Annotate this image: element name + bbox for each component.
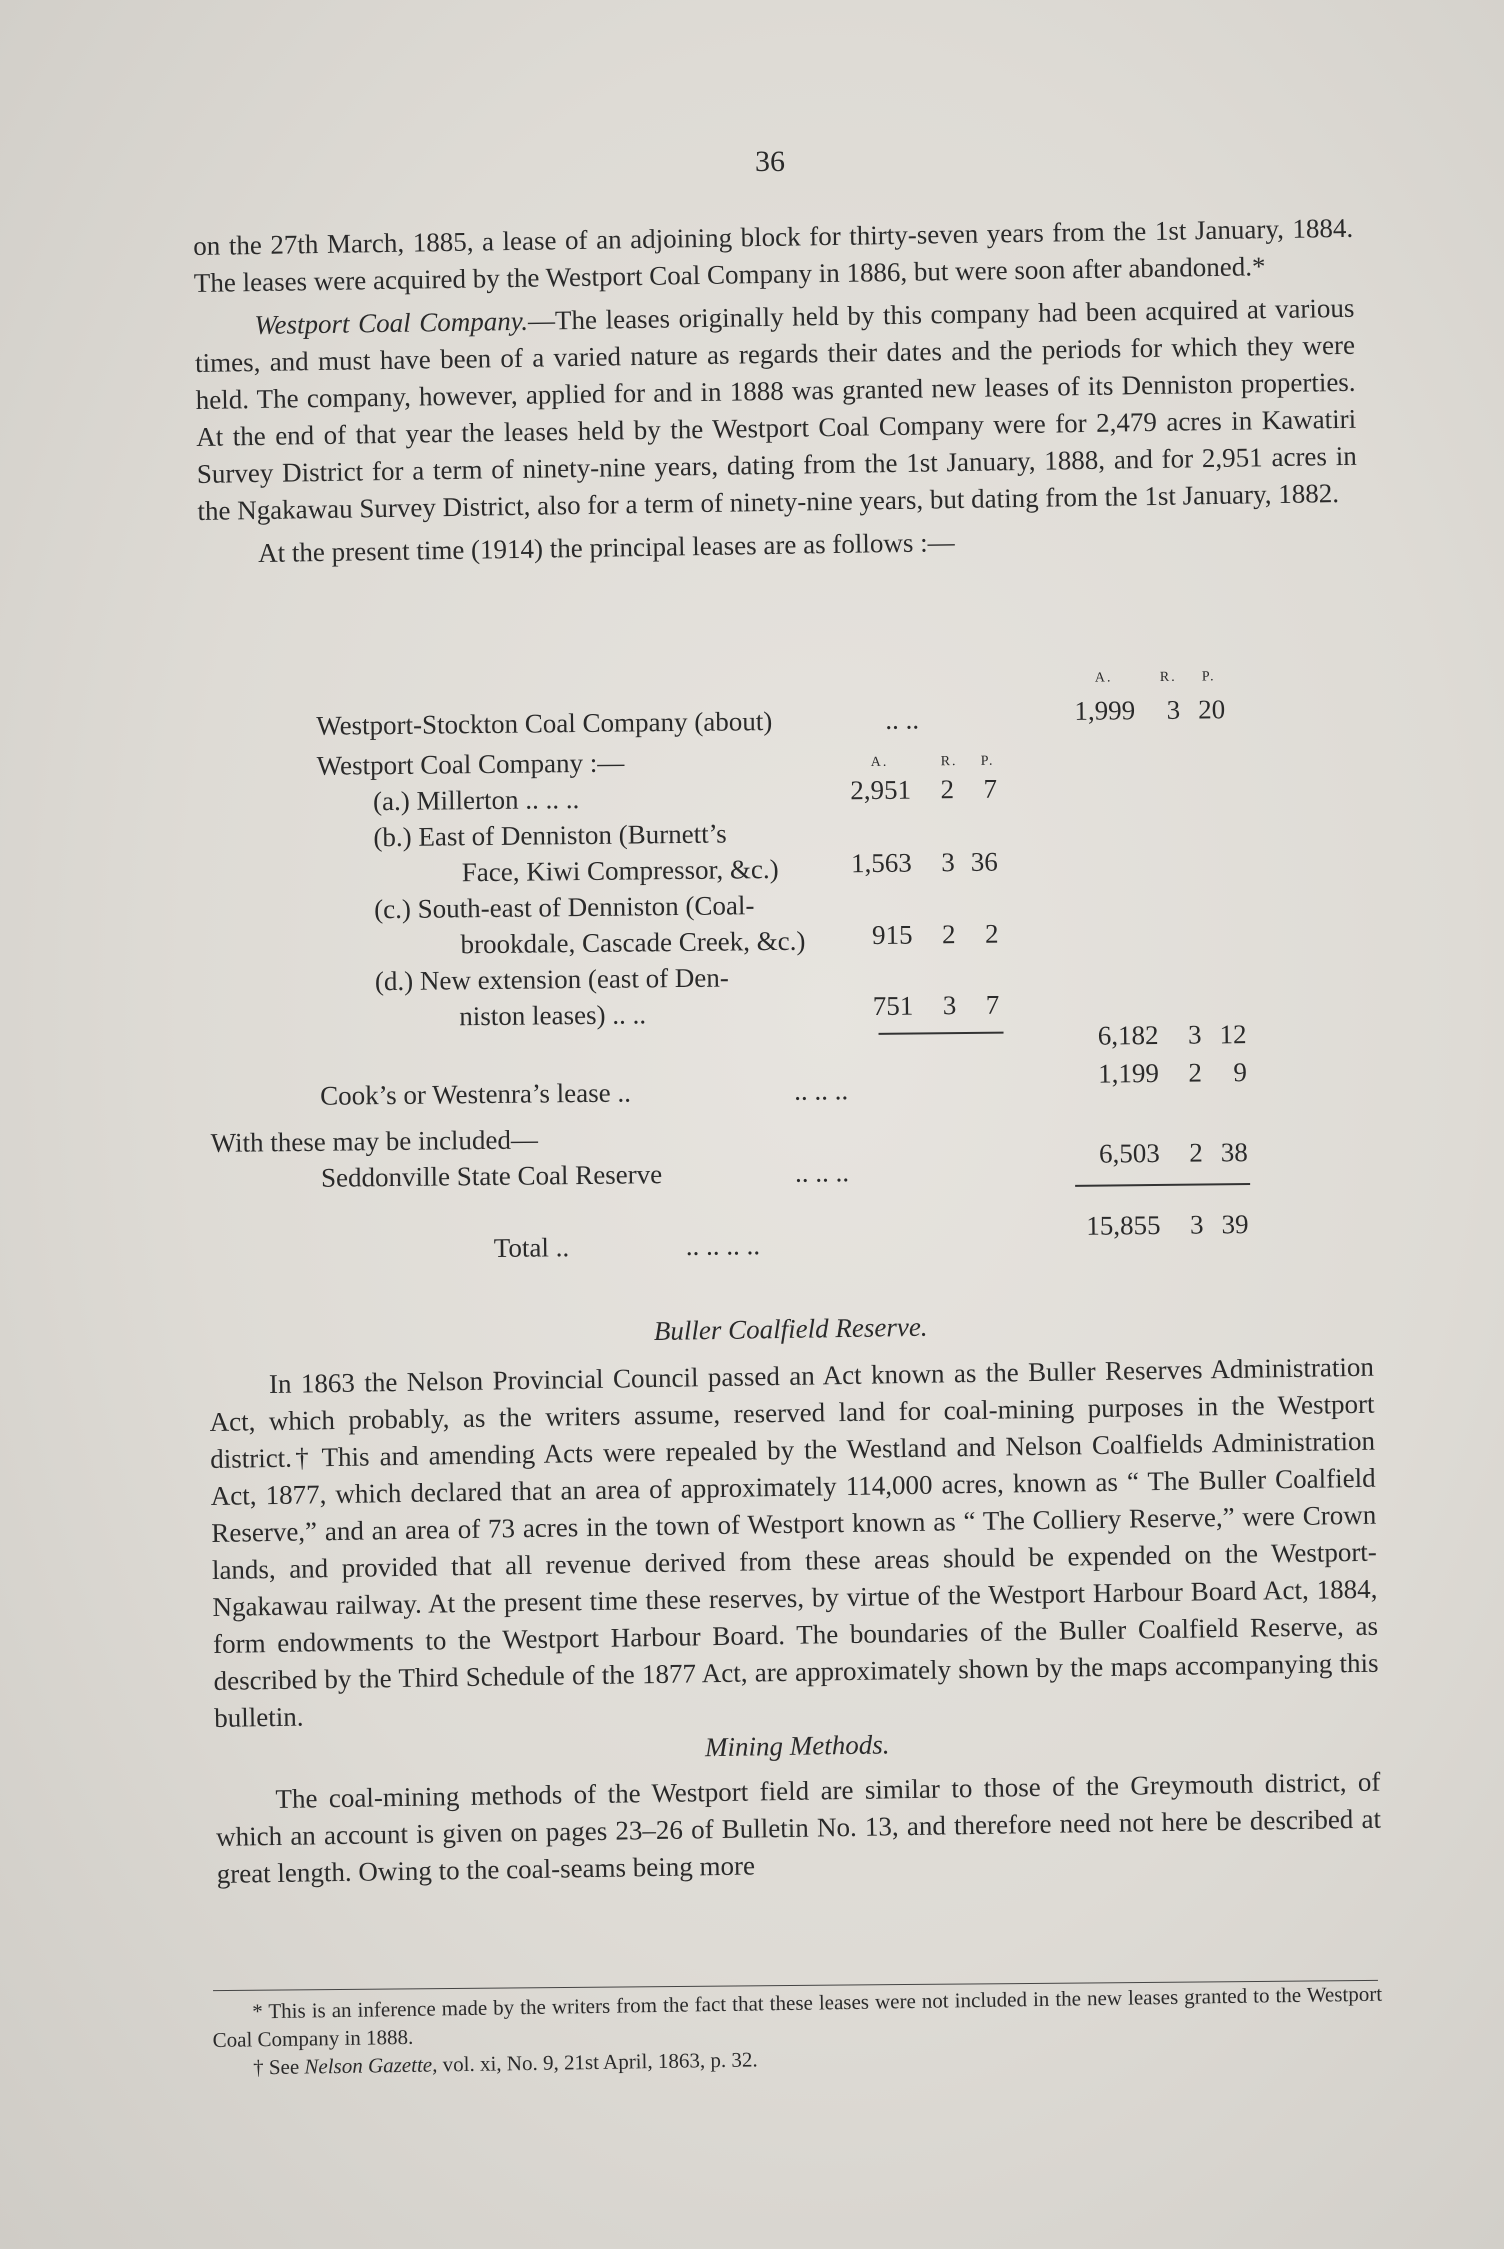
se-perches: 2 <box>984 918 999 949</box>
subtotal-acres: 6,182 <box>1097 1019 1159 1051</box>
body-text <box>208 1302 1382 1893</box>
seddon-dots: .. .. .. <box>794 1157 850 1188</box>
total-dots: .. .. .. .. <box>685 1230 761 1261</box>
millerton-roods: 2 <box>940 774 955 805</box>
total-roods: 3 <box>1189 1209 1204 1240</box>
total-acres: 15,855 <box>1086 1209 1161 1241</box>
paragraph-4: In 1863 the Nelson Provincial Council passed an Act known as the Buller Reserves Administration Act, which probably, as the writers assume, reserved land for coal-mining purposes in the Westport district.† This and amending Acts were repealed by the Westland and Nelson Coalfields Administration Act, 1877, which declared that an area of approximately 114,000 acres, known as “ The Buller Coalfield Reserve,” and an area of 73 acres in the town of Westport known as “ The Colliery Reserve,” were Crown lands, and provided that all revenue derived from these areas should be expended on the Westport-Ngakawau railway. At the present time these reserves, by virtue of the Westport Harbour Board Act, 1884, form endowments to the Westport Harbour Board. The boundaries of the Buller Coalfield Reserve, as described by the Third Schedule of the 1877 Act, are approximately shown by the maps accompanying this bulletin. <box>209 1351 1379 1733</box>
cooks-label: Cook’s or Westenra’s lease .. <box>319 1077 632 1111</box>
cooks-acres: 1,199 <box>1098 1057 1160 1089</box>
stockton-acres: 1,999 <box>1074 695 1136 726</box>
stockton-perches: 20 <box>1197 694 1226 725</box>
page-number: 36 <box>755 145 785 178</box>
heading-mining: Mining Methods. <box>704 1729 890 1763</box>
millerton-perches: 7 <box>983 773 998 804</box>
footnote-2-pre: † See <box>252 2054 305 2080</box>
paragraph-3: At the present time (1914) the principal leases are as follows :— <box>257 527 955 569</box>
millerton-acres: 2,951 <box>850 774 912 806</box>
stockton-roods: 3 <box>1166 694 1181 725</box>
col-header-r-outer: R. <box>1159 669 1177 685</box>
east-roods: 3 <box>941 847 955 878</box>
col-header-a-inner: A. <box>870 754 889 770</box>
paragraph-2-lead: Westport Coal Company. <box>254 305 529 341</box>
col-header-p-outer: P. <box>1201 669 1216 685</box>
se-roods: 2 <box>941 919 956 950</box>
seddon-label: Seddonville State Coal Reserve <box>320 1159 663 1193</box>
ne-roods: 3 <box>942 990 957 1021</box>
cooks-dots: .. .. .. <box>793 1075 849 1106</box>
se-label-line2: brookdale, Cascade Creek, &c.) <box>460 925 806 960</box>
heading-buller: Buller Coalfield Reserve. <box>653 1311 928 1346</box>
total-label: Total .. <box>493 1232 570 1263</box>
col-header-r-inner: R. <box>940 754 958 770</box>
footnotes <box>212 1980 1383 2082</box>
subtotal-perches: 12 <box>1219 1019 1247 1050</box>
with-label: With these may be included— <box>210 1124 539 1158</box>
stockton-label: Westport-Stockton Coal Company (about) <box>316 706 773 741</box>
east-perches: 36 <box>970 846 998 877</box>
stockton-dots: .. .. <box>885 704 920 735</box>
paragraph-2-body: —The leases originally held by this company had been acquired at various times, and must have been of a varied nature as regards their dates and the periods for which they were held. The company, however, applied for and in 1888 was granted new leases of its Denniston properties. At the end of that year the leases held by the Westport Coal Company were for 2,479 acres in Kawatiri Survey District for a term of ninety-nine years, dating from the 1st January, 1888, and for 2,951 acres in the Ngakawau Survey District, also for a term of ninety-nine years, but dating from the 1st January, 1882. <box>194 292 1357 526</box>
total-perches: 39 <box>1221 1209 1249 1240</box>
footnote-1: * This is an inference made by the writers from the fact that these leases were not included in the new leases granted to the Westport Coal Company in 1888. <box>212 1981 1383 2052</box>
east-label-line1: (b.) East of Denniston (Burnett’s <box>373 818 727 853</box>
subtotal-rule <box>879 1032 1004 1035</box>
col-header-a-outer: A. <box>1094 670 1113 686</box>
footnote-2-title: Nelson Gazette, <box>304 2052 438 2079</box>
millerton-label: (a.) Millerton .. .. .. <box>372 784 580 817</box>
total-rule <box>1075 1183 1250 1187</box>
paragraph-1: on the 27th March, 1885, a lease of an adjoining block for thirty-seven years from the 1st January, 1884. The leases were acquired by the Westport Coal Company in 1886, but were soon after abandoned.* <box>193 212 1354 298</box>
se-label-line1: (c.) South-east of Denniston (Coal- <box>374 890 755 925</box>
col-header-p-inner: P. <box>980 753 995 769</box>
ne-label-line2: niston leases) .. .. <box>459 999 647 1032</box>
east-acres: 1,563 <box>850 847 912 879</box>
seddon-acres: 6,503 <box>1098 1137 1160 1169</box>
footnote-2-post: vol. xi, No. 9, 21st April, 1863, p. 32. <box>437 2047 758 2077</box>
ne-label-line1: (d.) New extension (east of Den- <box>374 962 729 997</box>
cooks-perches: 9 <box>1233 1057 1248 1088</box>
wcc-label: Westport Coal Company :— <box>316 747 625 781</box>
seddon-perches: 38 <box>1220 1137 1248 1168</box>
east-label-line2: Face, Kiwi Compressor, &c.) <box>461 853 779 888</box>
paragraph-5: The coal-mining methods of the Westport field are similar to those of the Greymouth district, of which an account is given on pages 23–26 of Bulletin No. 13, and therefore need not here be described at great length. Owing to the coal-seams being more <box>215 1766 1382 1889</box>
ne-acres: 751 <box>872 990 914 1021</box>
subtotal-roods: 3 <box>1187 1019 1202 1050</box>
se-acres: 915 <box>871 919 913 950</box>
ne-perches: 7 <box>985 989 1000 1020</box>
seddon-roods: 2 <box>1189 1137 1203 1168</box>
cooks-roods: 2 <box>1188 1057 1203 1088</box>
